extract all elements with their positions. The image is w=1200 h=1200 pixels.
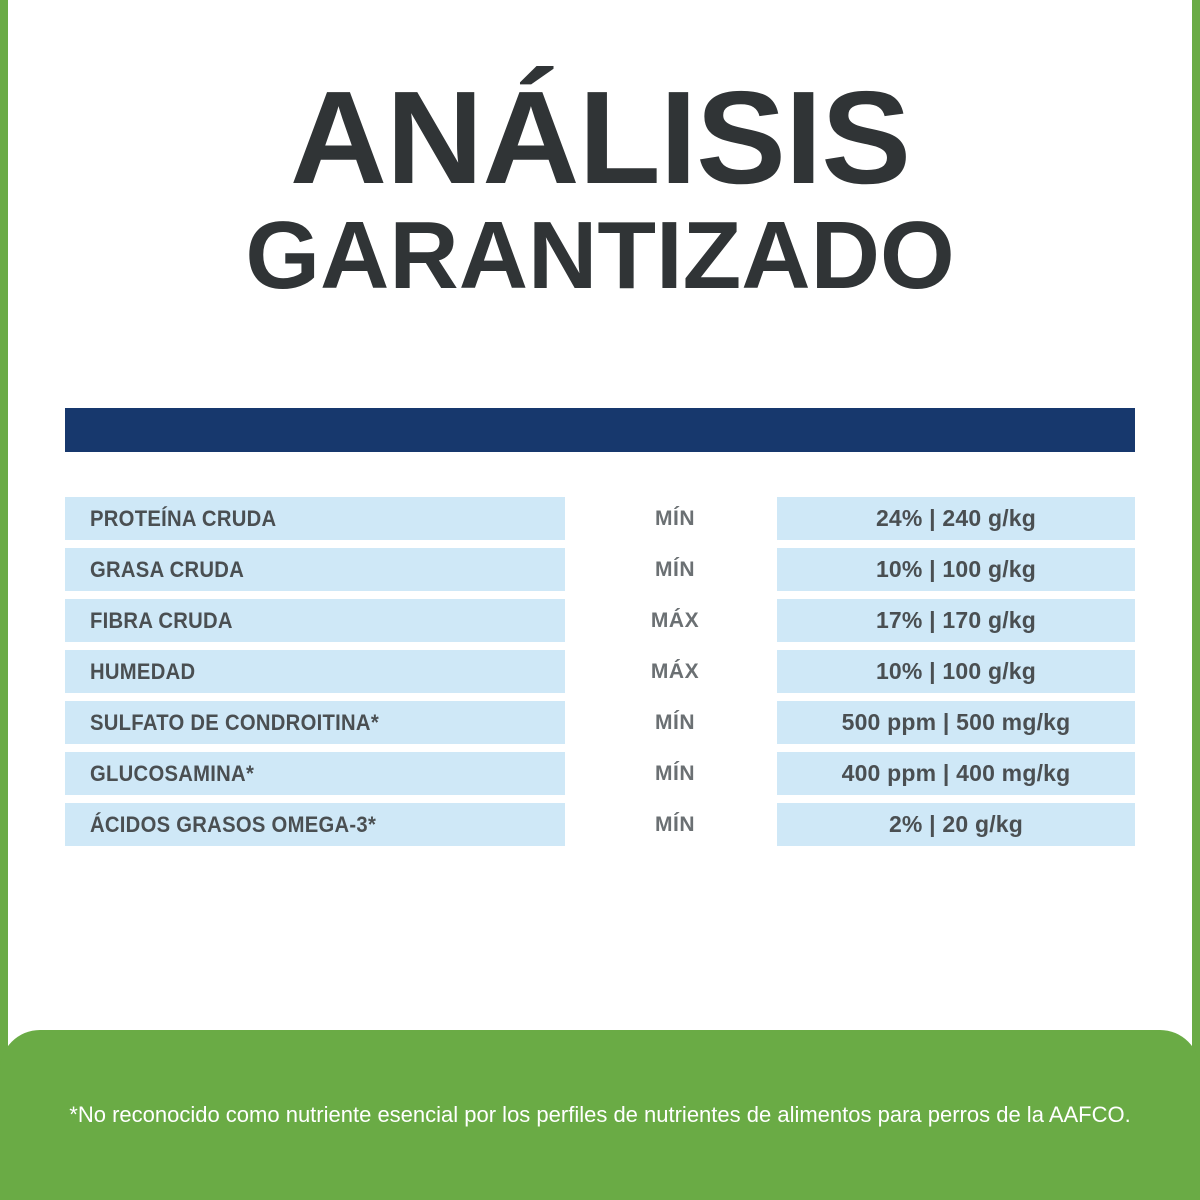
nutrient-name: SULFATO DE CONDROITINA* <box>90 709 379 735</box>
table-row <box>65 650 1135 693</box>
nutrient-qualifier-cell <box>585 701 765 744</box>
table-row <box>65 701 1135 744</box>
nutrient-name: ÁCIDOS GRASOS OMEGA-3* <box>90 811 377 837</box>
nutrient-value: 24% | 240 g/kg <box>875 505 1037 531</box>
nutrient-qualifier-cell <box>585 650 765 693</box>
nutrient-name-cell <box>65 803 565 846</box>
nutrient-value: 10% | 100 g/kg <box>875 658 1037 684</box>
table-row <box>65 548 1135 591</box>
nutrient-value-cell <box>777 752 1135 795</box>
footnote-banner <box>0 1030 1200 1200</box>
nutrient-name: PROTEÍNA CRUDA <box>90 505 277 531</box>
table-row <box>65 752 1135 795</box>
nutrient-value-cell <box>777 803 1135 846</box>
nutrient-name: FIBRA CRUDA <box>90 607 233 633</box>
table-row <box>65 497 1135 540</box>
table-row <box>65 803 1135 846</box>
footnote-text: *No reconocido como nutriente esencial por los perfiles de nutrientes de alimentos para perros de la AAFCO. <box>69 1102 1131 1127</box>
nutrient-qualifier-cell <box>585 752 765 795</box>
nutrient-name-cell <box>65 650 565 693</box>
nutrient-value-cell <box>777 650 1135 693</box>
nutrient-name-cell <box>65 752 565 795</box>
nutrient-qualifier-cell <box>585 803 765 846</box>
nutrient-qualifier: MÍN <box>655 557 695 581</box>
nutrient-value-cell <box>777 701 1135 744</box>
page-title <box>0 64 1200 309</box>
nutrient-value-cell <box>777 548 1135 591</box>
nutrient-qualifier: MÍN <box>655 812 695 836</box>
nutrient-qualifier: MÍN <box>655 710 695 734</box>
nutrient-name-cell <box>65 497 565 540</box>
nutrient-value-cell <box>777 497 1135 540</box>
nutrient-name-cell <box>65 599 565 642</box>
nutrient-qualifier: MÁX <box>650 659 700 683</box>
nutrient-table <box>65 497 1135 854</box>
nutrient-qualifier-cell <box>585 599 765 642</box>
page-title-line-1: ANÁLISIS <box>289 64 911 211</box>
nutrient-value: 400 ppm | 400 mg/kg <box>841 760 1071 786</box>
nutrient-value: 500 ppm | 500 mg/kg <box>841 709 1071 735</box>
nutrient-qualifier: MÍN <box>655 761 695 785</box>
nutrient-qualifier-cell <box>585 497 765 540</box>
nutrient-name-cell <box>65 548 565 591</box>
nutrient-value: 10% | 100 g/kg <box>875 556 1037 582</box>
nutrient-qualifier-cell <box>585 548 765 591</box>
nutrient-value-cell <box>777 599 1135 642</box>
nutrient-qualifier: MÁX <box>650 608 700 632</box>
nutrient-value: 17% | 170 g/kg <box>875 607 1037 633</box>
title-divider-bar <box>65 408 1135 452</box>
nutrient-value: 2% | 20 g/kg <box>888 811 1024 837</box>
nutrient-name: GLUCOSAMINA* <box>90 760 255 786</box>
nutrient-name: HUMEDAD <box>90 658 196 684</box>
page-title-line-2: GARANTIZADO <box>245 202 955 309</box>
nutrient-name-cell <box>65 701 565 744</box>
nutrient-qualifier: MÍN <box>655 506 695 530</box>
nutrient-name: GRASA CRUDA <box>90 556 245 582</box>
table-row <box>65 599 1135 642</box>
